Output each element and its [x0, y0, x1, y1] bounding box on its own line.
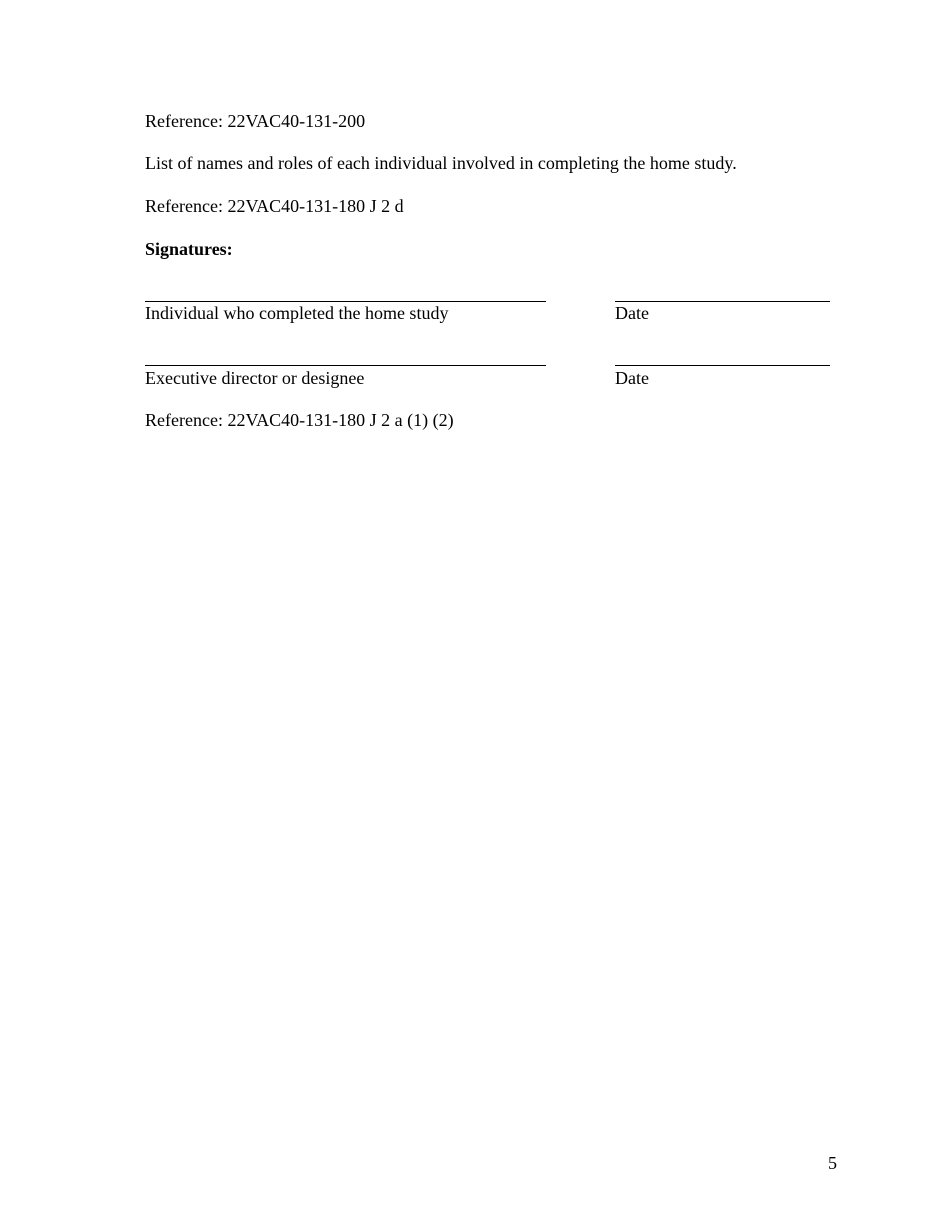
date-label-individual: Date: [615, 303, 649, 323]
page-number: 5: [828, 1153, 837, 1173]
reference-22vac40-131-180-j2d: Reference: 22VAC40-131-180 J 2 d: [145, 196, 404, 216]
reference-22vac40-131-200: Reference: 22VAC40-131-200: [145, 111, 366, 131]
date-label-executive-director: Date: [615, 368, 649, 388]
names-and-roles-instruction: List of names and roles of each individual involved in completing the home study.: [145, 153, 737, 173]
signatures-heading: Signatures:: [145, 239, 233, 259]
date-line-individual[interactable]: [615, 301, 830, 302]
signature-label-individual: Individual who completed the home study: [145, 303, 449, 323]
signature-label-executive-director: Executive director or designee: [145, 368, 365, 388]
signature-line-individual[interactable]: [145, 301, 546, 302]
reference-22vac40-131-180-j2a: Reference: 22VAC40-131-180 J 2 a (1) (2): [145, 410, 454, 430]
date-line-executive-director[interactable]: [615, 365, 830, 366]
signature-line-executive-director[interactable]: [145, 365, 546, 366]
